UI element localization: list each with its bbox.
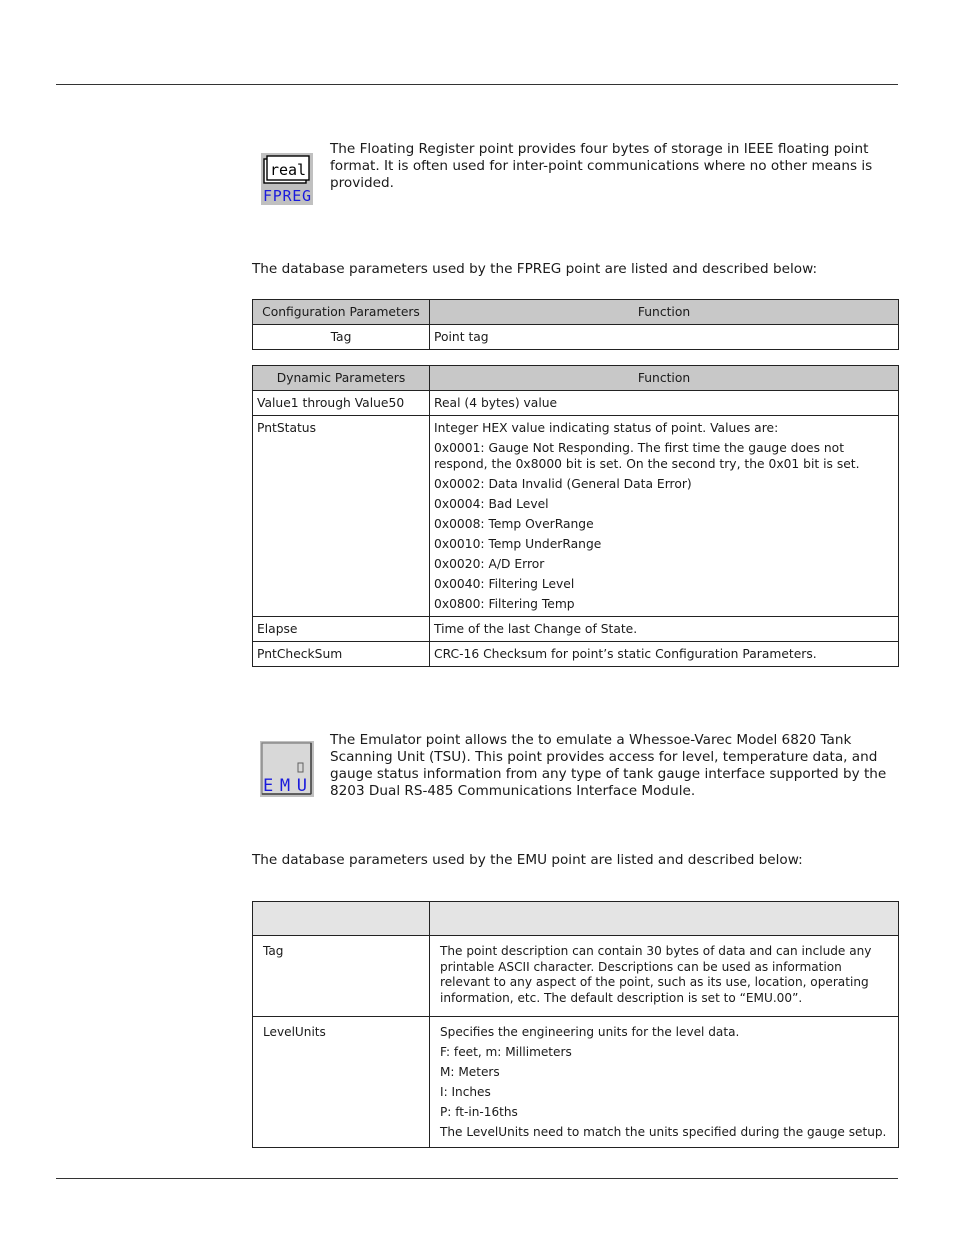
column-header: Dynamic Parameters <box>253 366 430 391</box>
table-row <box>253 1017 899 1148</box>
fpreg-dynamic-table <box>252 365 899 667</box>
function-cell <box>430 391 899 416</box>
function-line: 0x0010: Temp UnderRange <box>434 537 602 551</box>
function-line: Time of the last Change of State. <box>434 622 638 636</box>
emu-icon <box>260 741 314 797</box>
param-cell: LevelUnits <box>253 1017 430 1148</box>
fpreg-description: The Floating Register point provides four bytes of storage in IEEE floating point format. It is often used for inter-point communications where no other means is provided. <box>330 141 873 191</box>
table-row <box>253 416 899 617</box>
function-line: CRC-16 Checksum for point’s static Configuration Parameters. <box>434 647 817 661</box>
function-line: P: ft-in-16ths <box>440 1105 518 1120</box>
function-line: Integer HEX value indicating status of point. Values are: <box>434 421 779 435</box>
function-line: M: Meters <box>440 1065 500 1080</box>
table-row <box>253 642 899 667</box>
column-header: Function <box>430 366 899 391</box>
param-cell: PntStatus <box>253 416 430 617</box>
function-line: Specifies the engineering units for the level data. <box>440 1025 740 1039</box>
table-row <box>253 617 899 642</box>
emu-intro: The database parameters used by the EMU point are listed and described below: <box>252 852 803 868</box>
column-header: Function <box>430 300 899 325</box>
param-cell: Value1 through Value50 <box>253 391 430 416</box>
param-cell: Tag <box>253 325 430 350</box>
function-line: 0x0008: Temp OverRange <box>434 517 594 531</box>
function-line: 0x0002: Data Invalid (General Data Error) <box>434 477 692 491</box>
function-cell <box>430 617 899 642</box>
table-row <box>253 325 899 350</box>
svg-text:EMU: EMU <box>263 776 307 796</box>
function-line: 0x0004: Bad Level <box>434 497 549 511</box>
function-cell <box>430 936 899 1017</box>
column-header <box>430 902 899 936</box>
param-cell: Elapse <box>253 617 430 642</box>
table-header-row <box>253 902 899 936</box>
function-line: 0x0800: Filtering Temp <box>434 597 575 611</box>
table-row <box>253 391 899 416</box>
function-line: The LevelUnits need to match the units specified during the gauge setup. <box>440 1125 887 1140</box>
header-rule <box>56 84 898 85</box>
table-header-row <box>253 300 899 325</box>
function-cell: Point tag <box>430 325 899 350</box>
function-line: 0x0001: Gauge Not Responding. The first time the gauge does not respond, the 0x8000 bit is set. On the second try, the 0x01 bit is set. <box>434 441 860 471</box>
emu-table <box>252 901 899 1148</box>
column-header <box>253 902 430 936</box>
function-line: 0x0020: A/D Error <box>434 557 545 571</box>
svg-text:FPREG: FPREG <box>263 187 311 205</box>
footer-rule <box>56 1178 898 1179</box>
function-line: 0x0040: Filtering Level <box>434 577 575 591</box>
function-line: I: Inches <box>440 1085 491 1100</box>
fpreg-config-table <box>252 299 899 350</box>
function-line: The point description can contain 30 bytes of data and can include any printable ASCII character. Descriptions can be used as information relevant to any aspect of the point, such as its use, location, operating information, etc. The default description is set to “EMU.00”. <box>440 944 872 1005</box>
param-cell: Tag <box>253 936 430 1017</box>
param-cell: PntCheckSum <box>253 642 430 667</box>
function-line: F: feet, m: Millimeters <box>440 1045 572 1060</box>
column-header: Configuration Parameters <box>253 300 430 325</box>
function-cell <box>430 1017 899 1148</box>
function-line: Real (4 bytes) value <box>434 396 558 410</box>
table-header-row <box>253 366 899 391</box>
fpreg-intro: The database parameters used by the FPREG point are listed and described below: <box>252 261 818 277</box>
svg-text:real: real <box>269 161 307 179</box>
fpreg-icon <box>261 153 313 205</box>
table-row <box>253 936 899 1017</box>
function-cell <box>430 416 899 617</box>
function-cell <box>430 642 899 667</box>
emu-description: The Emulator point allows the to emulate a Whessoe-Varec Model 6820 Tank Scanning Unit (TSU). This point provides access for level, temperature data, and gauge status information from any type of tank gauge interface supported by the 8203 Dual RS-485 Communications Interface Module. <box>330 732 887 799</box>
